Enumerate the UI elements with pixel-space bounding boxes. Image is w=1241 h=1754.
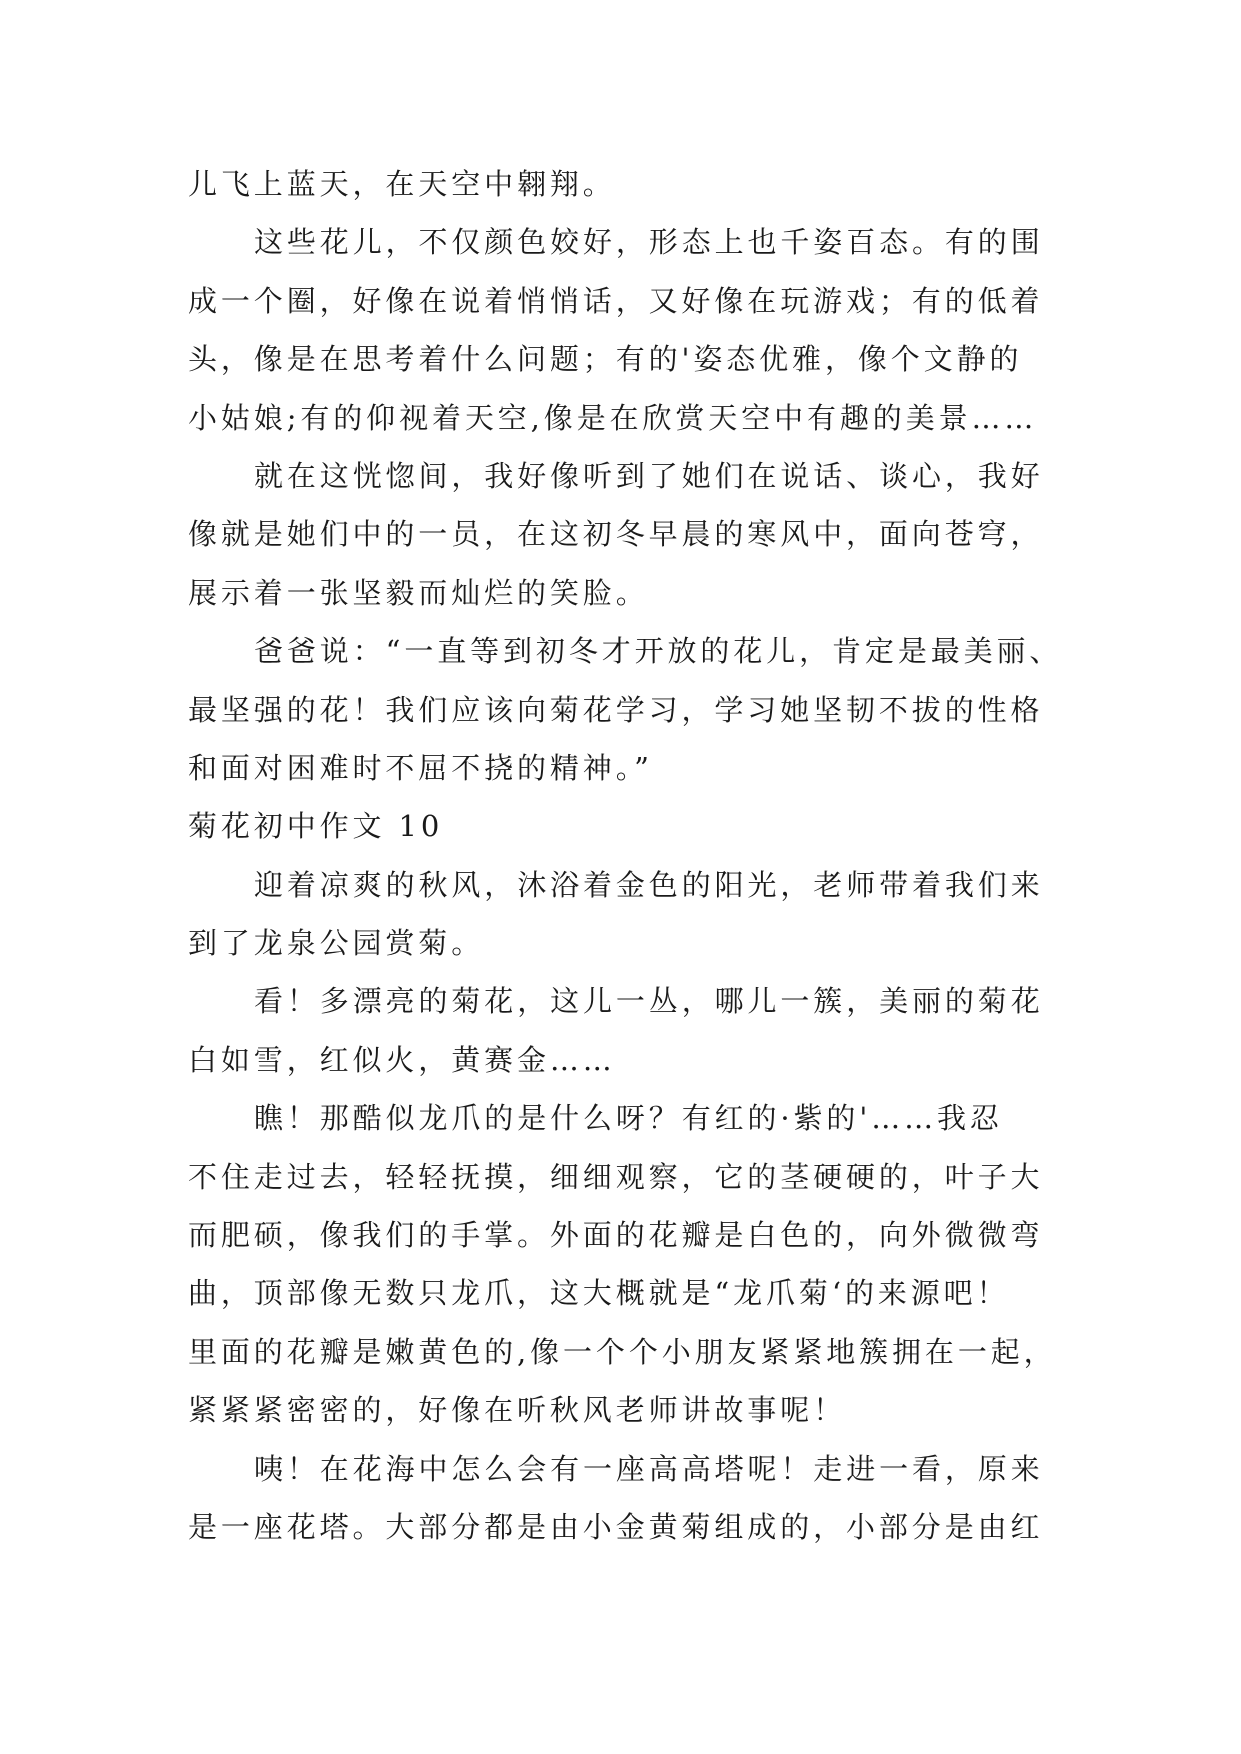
text-line: 而肥硕，像我们的手掌。外面的花瓣是白色的，向外微微弯: [188, 1218, 1044, 1253]
text-line: 到了龙泉公园赏菊。: [188, 926, 485, 961]
section-heading: 菊花初中作文 10: [188, 809, 444, 844]
text-line: 最坚强的花！我们应该向菊花学习，学习她坚韧不拔的性格: [188, 692, 1044, 727]
paragraph-start-line: 爸爸说：“一直等到初冬才开放的花儿，肯定是最美丽、: [254, 634, 1063, 669]
text-line: 紧紧紧密密的，好像在听秋风老师讲故事呢！: [188, 1393, 847, 1428]
essay-text: [188, 155, 1063, 1556]
paragraph-start-line: 迎着凉爽的秋风，沐浴着金色的阳光，老师带着我们来: [254, 867, 1044, 902]
text-line: 曲，顶部像无数只龙爪，这大概就是“龙爪菊‘的来源吧！: [188, 1276, 1010, 1311]
text-line: 和面对困难时不屈不挠的精神。”: [188, 750, 653, 785]
text-line: 不住走过去，轻轻抚摸，细细观察，它的茎硬硬的，叶子大: [188, 1159, 1044, 1194]
text-line: 头，像是在思考着什么问题；有的'姿态优雅，像个文静的: [188, 342, 1023, 377]
paragraph-start-line: 咦！在花海中怎么会有一座高高塔呢！走进一看，原来: [254, 1451, 1044, 1486]
text-line: 儿飞上蓝天，在天空中翱翔。: [188, 167, 616, 201]
text-line: 里面的花瓣是嫩黄色的,像一个个小朋友紧紧地簇拥在一起，: [188, 1334, 1057, 1369]
text-line: 小姑娘;有的仰视着天空,像是在欣赏天空中有趣的美景……: [188, 400, 1038, 435]
paragraph-start-line: 这些花儿，不仅颜色姣好，形态上也千姿百态。有的围: [254, 225, 1044, 260]
paragraph-start-line: 就在这恍惚间，我好像听到了她们在说话、谈心，我好: [254, 458, 1044, 493]
text-line: 成一个圈，好像在说着悄悄话，又好像在玩游戏；有的低着: [188, 283, 1044, 318]
paragraph-start-line: 瞧！那酷似龙爪的是什么呀？有红的·紫的'……我忍: [254, 1101, 1003, 1136]
text-line: 像就是她们中的一员，在这初冬早晨的寒风中，面向苍穹，: [188, 517, 1044, 552]
text-line: 是一座花塔。大部分都是由小金黄菊组成的，小部分是由红: [188, 1509, 1044, 1544]
paragraph-start-line: 看！多漂亮的菊花，这儿一丛，哪儿一簇，美丽的菊花: [254, 984, 1044, 1019]
text-line: 白如雪，红似火，黄赛金……: [188, 1042, 616, 1077]
text-line: 展示着一张坚毅而灿烂的笑脸。: [188, 575, 649, 610]
